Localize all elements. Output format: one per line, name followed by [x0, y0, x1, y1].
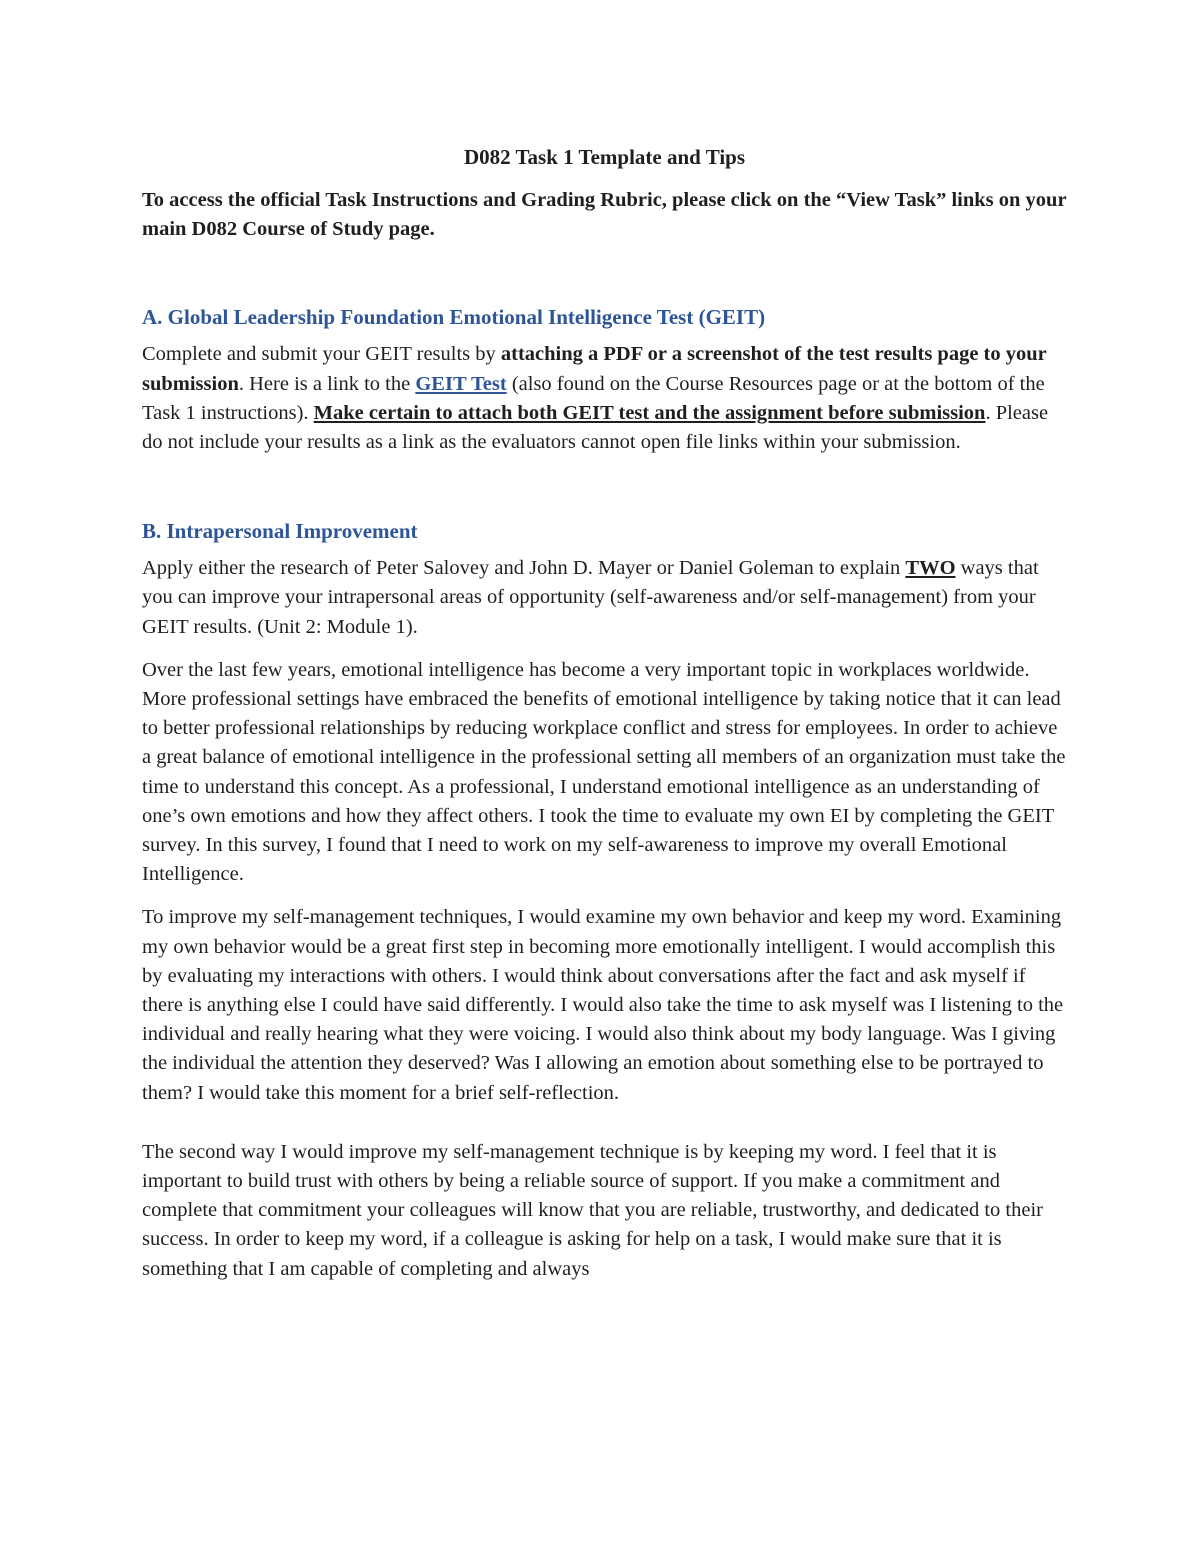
body-paragraph: To improve my self-management techniques, I would examine my own behavior and keep my word. Examining my own behavior would be a great first step in becoming more emotionally intelligent. I would accomplish this by evaluating my interactions with others. I would think about conversations after the fact and ask myself if there is anything else I could have said differently. I would also take the time to ask myself was I listening to the individual and really hearing what they were voicing. I would also think about my body language. Was I giving the individual the attention they deserved? Was I allowing an emotion about something else to be portrayed to them? I would take this moment for a brief self-reflection. — [142, 906, 1064, 1104]
document-page — [142, 138, 1067, 1298]
section-b-prompt-end: ways that you can improve your intrapersonal areas of opportunity (self-awareness and/or self-management) from your GEIT results. (Unit 2: Module 1). — [142, 557, 1039, 638]
section-b-prompt-two: TWO — [905, 557, 956, 580]
section-b-prompt-start: Apply either the research of Peter Salovey and John D. Mayer or Daniel Goleman to explain — [142, 557, 906, 580]
section-a-heading: A. Global Leadership Foundation Emotional Intelligence Test (GEIT) — [142, 305, 766, 330]
body-paragraph: Over the last few years, emotional intelligence has become a very important topic in workplaces worldwide. More professional settings have embraced the benefits of emotional intelligence by taking notice that it can lead to better professional relationships by reducing workplace conflict and stress for employees. In order to achieve a great balance of emotional intelligence in the professional setting all members of an organization must take the time to understand this concept. As a professional, I understand emotional intelligence as an understanding of one’s own emotions and how they affect others. I took the time to evaluate my own EI by completing the GEIT survey. In this survey, I found that I need to work on my self-awareness to improve my overall Emotional Intelligence. — [142, 658, 1066, 886]
geit-test-link[interactable]: GEIT Test — [415, 372, 507, 395]
section-a-bold-text: attaching a PDF or a screenshot of the test results page to your submission — [142, 343, 1047, 395]
section-a-text-after-link: (also found on the Course Resources page or at the bottom of the Task 1 instructions). — [142, 372, 1045, 424]
section-a-text-mid: . Here is a link to the — [238, 372, 416, 395]
section-b-prompt — [142, 554, 1067, 642]
section-a-text-start: Complete and submit your GEIT results by — [142, 343, 501, 366]
section-a-text-end: . Please do not include your results as a link as the evaluators cannot open file links within your submission. — [142, 401, 1049, 454]
section-a-paragraph — [142, 340, 1067, 457]
section-b-heading: B. Intrapersonal Improvement — [142, 519, 418, 544]
body-paragraph: The second way I would improve my self-management technique is by keeping my word. I feel that it is important to build trust with others by being a reliable source of support. If you make a commitment and complete that commitment your colleagues will know that you are reliable, trustworthy, and dedicated to their success. In order to keep my word, if a colleague is asking for help on a task, I would make sure that it is something that I am capable of completing and always — [142, 1140, 1043, 1280]
document-title: D082 Task 1 Template and Tips — [463, 145, 746, 169]
intro-instructions: To access the official Task Instructions and Grading Rubric, please click on the “View Task” links on your main D082 Course of Study page. — [142, 189, 1067, 241]
section-a-underlined-text: Make certain to attach both GEIT test and the assignment before submission — [313, 401, 986, 424]
